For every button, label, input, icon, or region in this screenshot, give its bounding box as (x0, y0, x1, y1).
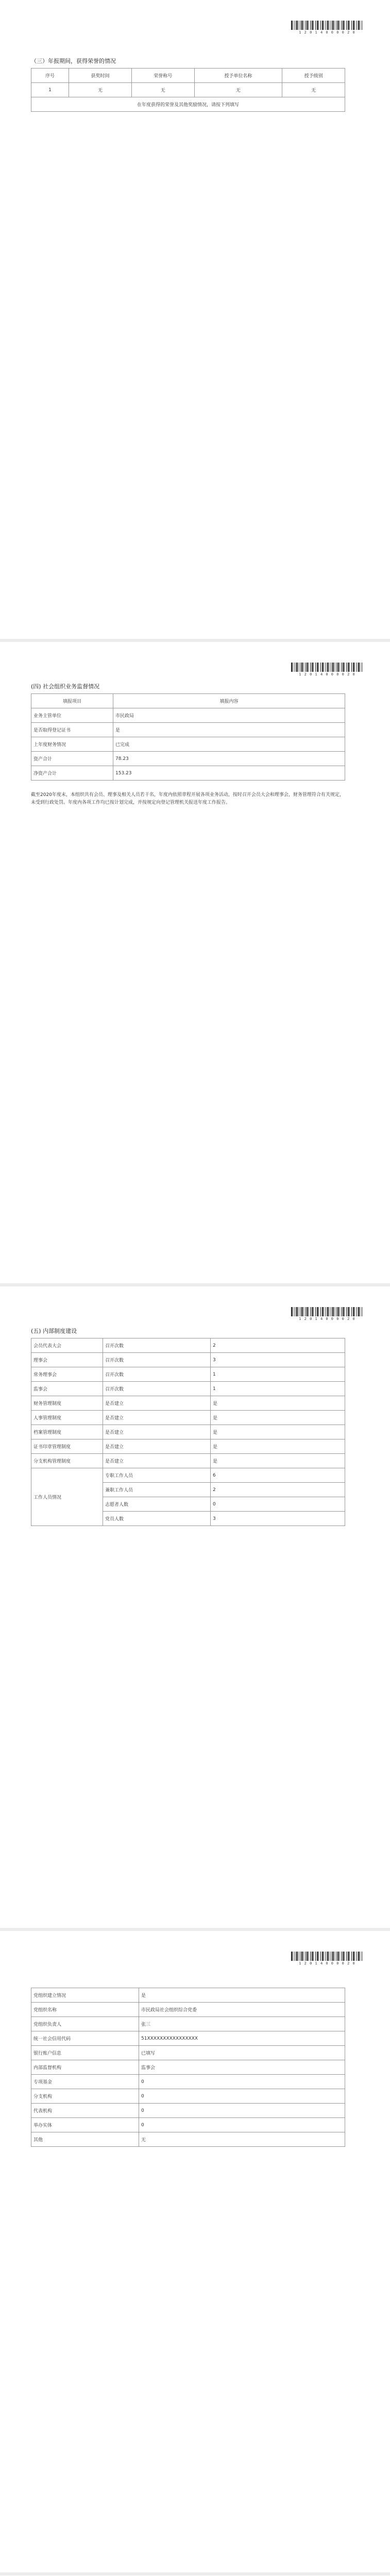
table-cell: 张三 (139, 2017, 345, 2031)
table-cell: 是否建立 (103, 1439, 211, 1454)
table-cell: 是 (211, 1396, 345, 1411)
table-cell: 是否建立 (103, 1411, 211, 1425)
table-cell: 0 (139, 2104, 345, 2118)
report-page-4 (0, 1931, 390, 2572)
table-cell: 2 (211, 1483, 345, 1497)
table-header: 填报项目 (31, 694, 113, 708)
table-cell: 分支机构管理制度 (31, 1454, 103, 1468)
section-title: (五) 内部制度建设 (31, 1328, 77, 1334)
table-cell: 2 (211, 1338, 345, 1353)
table-cell: 理事会 (31, 1353, 103, 1367)
table-header: 授予单位名称 (194, 69, 282, 83)
report-page-1 (0, 0, 390, 639)
table-cell: 已填写 (139, 2046, 345, 2060)
table-cell: 资产合计 (31, 752, 113, 766)
table-cell: 1 (211, 1382, 345, 1396)
supervision-table (31, 693, 345, 781)
table-cell: 财务管理制度 (31, 1396, 103, 1411)
table-cell: 证书印章管理制度 (31, 1439, 103, 1454)
table-cell: 党组织建立情况 (31, 1988, 139, 2003)
table-cell: 召开次数 (103, 1367, 211, 1382)
table-cell: 专职工作人员 (103, 1468, 211, 1483)
table-cell: 党员人数 (103, 1512, 211, 1526)
table-cell: 代表机构 (31, 2104, 139, 2118)
section-title: (四) 社会组织业务监督情况 (31, 683, 100, 690)
table-cell: 会员代表大会 (31, 1338, 103, 1353)
table-cell: 无 (194, 83, 282, 97)
barcode: 1 2 0 1 4 0 0 0 0 2 0 (291, 1307, 363, 1323)
table-cell: 市民政局 (113, 708, 345, 723)
table-cell: 1 (211, 1367, 345, 1382)
table-cell: 其他 (31, 2132, 139, 2147)
table-cell: 0 (139, 2089, 345, 2104)
table-cell: 是 (139, 1988, 345, 2003)
honors-table (31, 68, 345, 112)
table-cell: 0 (139, 2118, 345, 2132)
table-cell: 监事会 (139, 2060, 345, 2075)
table-cell: 专项基金 (31, 2075, 139, 2089)
table-cell: 市民政局社会组织综合党委 (139, 2003, 345, 2017)
table-header: 填报内容 (113, 694, 345, 708)
table-cell: 3 (211, 1512, 345, 1526)
table-cell: 是否取得登记证书 (31, 723, 113, 737)
table-cell: 0 (139, 2075, 345, 2089)
table-header: 序号 (31, 69, 69, 83)
table-cell: 是 (113, 723, 345, 737)
table-cell: 常务理事会 (31, 1367, 103, 1382)
barcode: 1 2 0 1 4 0 0 0 0 2 0 (291, 1952, 363, 1967)
table-cell: 召开次数 (103, 1382, 211, 1396)
table-cell: 153.23 (113, 766, 345, 781)
description-paragraph: 截至2020年度末，本组织共有会员、理事及相关人员若干名，年度内依照章程开展各项业务活动，按时召开会员大会和理事会，财务管理符合有关规定，未受到行政处罚。年度内各项工作均已按计划完成，并按规定向登记管理机关报送年度工作报告。 (31, 792, 344, 805)
table-cell: 召开次数 (103, 1338, 211, 1353)
table-cell: 78.23 (113, 752, 345, 766)
table-header: 授予级别 (282, 69, 345, 83)
table-cell: 6 (211, 1468, 345, 1483)
table-cell: 业务主管单位 (31, 708, 113, 723)
report-page-3 (0, 1286, 390, 1928)
table-cell: 分支机构 (31, 2089, 139, 2104)
table-cell: 人事管理制度 (31, 1411, 103, 1425)
table-cell: 举办实体 (31, 2118, 139, 2132)
table-cell: 是 (211, 1411, 345, 1425)
section-title: （三）年报期间，获得荣誉的情况 (31, 58, 116, 64)
table-cell: 是 (211, 1454, 345, 1468)
barcode: 1 2 0 1 4 0 0 0 0 2 0 (291, 21, 363, 36)
table-cell: 党组织负责人 (31, 2017, 139, 2031)
table-note: 在年度获得的荣誉及其他奖励情况，请按下列填写 (31, 97, 345, 112)
table-cell: 档案管理制度 (31, 1425, 103, 1439)
table-cell: 51XXXXXXXXXXXXXXXX (139, 2031, 345, 2046)
barcode: 1 2 0 1 4 0 0 0 0 2 0 (291, 663, 363, 678)
table-cell: 是否建立 (103, 1396, 211, 1411)
institution-table (31, 1338, 345, 1526)
party-info-table (31, 1988, 345, 2147)
table-header: 获奖时间 (69, 69, 132, 83)
table-cell: 志愿者人数 (103, 1497, 211, 1512)
table-cell: 是 (211, 1439, 345, 1454)
table-cell: 是否建立 (103, 1425, 211, 1439)
report-page-2 (0, 642, 390, 1283)
table-header: 荣誉称号 (131, 69, 194, 83)
table-cell: 净资产合计 (31, 766, 113, 781)
table-cell: 1 (31, 83, 69, 97)
table-cell: 已完成 (113, 737, 345, 752)
table-cell: 是 (211, 1425, 345, 1439)
table-cell: 3 (211, 1353, 345, 1367)
table-cell: 0 (211, 1497, 345, 1512)
table-cell: 无 (131, 83, 194, 97)
table-cell: 统一社会信用代码 (31, 2031, 139, 2046)
table-cell: 无 (282, 83, 345, 97)
table-cell: 监事会 (31, 1382, 103, 1396)
table-cell: 工作人员情况 (31, 1468, 103, 1526)
table-cell: 上年度财务情况 (31, 737, 113, 752)
table-cell: 是否建立 (103, 1454, 211, 1468)
table-cell: 内部监督机构 (31, 2060, 139, 2075)
table-cell: 党组织名称 (31, 2003, 139, 2017)
table-cell: 银行账户信息 (31, 2046, 139, 2060)
table-cell: 兼职工作人员 (103, 1483, 211, 1497)
table-cell: 无 (69, 83, 132, 97)
table-cell: 召开次数 (103, 1353, 211, 1367)
table-cell: 无 (139, 2132, 345, 2147)
